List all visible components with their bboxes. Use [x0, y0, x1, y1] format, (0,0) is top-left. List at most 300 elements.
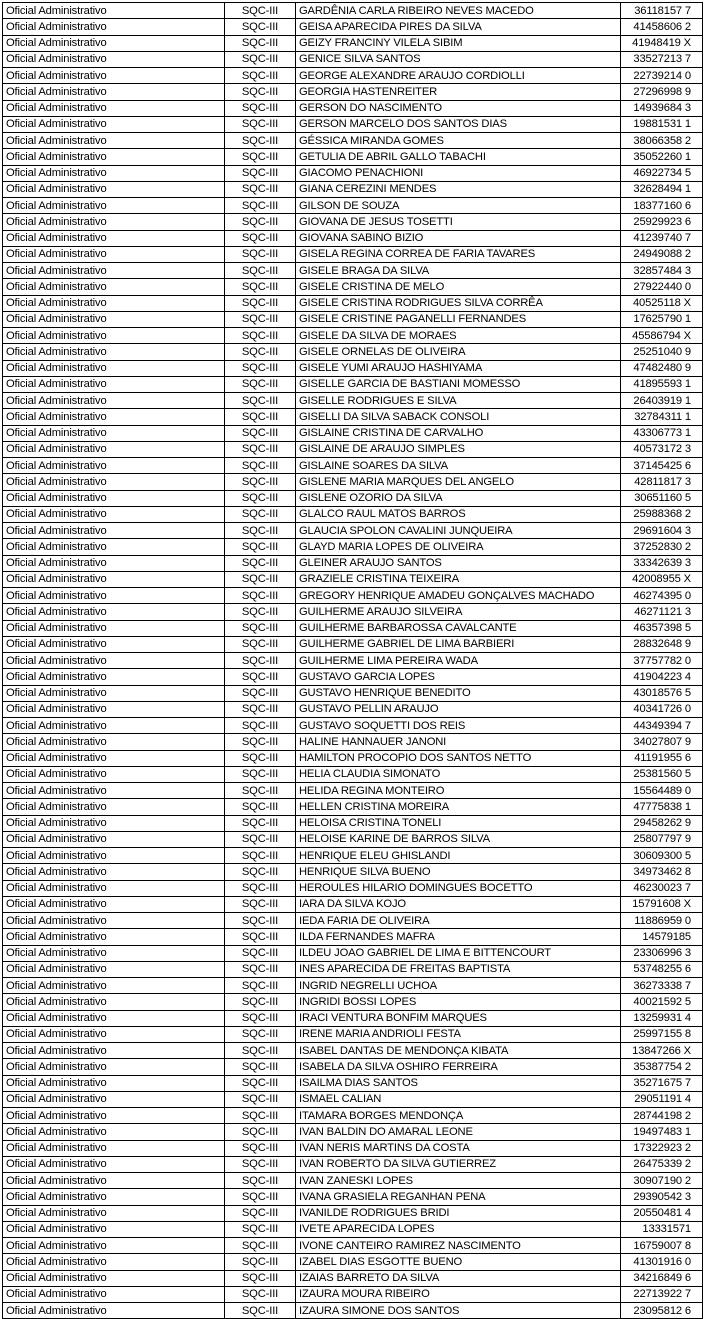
table-row — [3, 701, 703, 717]
table-row — [3, 84, 703, 100]
rg-cell: 34027807 9 — [621, 734, 703, 750]
class-cell: SQC-III — [225, 604, 296, 620]
name-cell: IVANA GRASIELA REGANHAN PENA — [296, 1189, 621, 1205]
rg-cell: 11886959 0 — [621, 913, 703, 929]
class-cell: SQC-III — [225, 214, 296, 230]
table-row — [3, 376, 703, 392]
rg-cell: 37252830 2 — [621, 539, 703, 555]
table-row — [3, 799, 703, 815]
name-cell: GEORGIA HASTENREITER — [296, 84, 621, 100]
class-cell: SQC-III — [225, 555, 296, 571]
position-cell: Oficial Administrativo — [3, 523, 225, 539]
class-cell: SQC-III — [225, 880, 296, 896]
class-cell: SQC-III — [225, 913, 296, 929]
position-cell: Oficial Administrativo — [3, 669, 225, 685]
rg-cell: 43306773 1 — [621, 425, 703, 441]
position-cell: Oficial Administrativo — [3, 1043, 225, 1059]
table-row — [3, 1026, 703, 1042]
class-cell: SQC-III — [225, 35, 296, 51]
class-cell: SQC-III — [225, 360, 296, 376]
rg-cell: 46274395 0 — [621, 588, 703, 604]
position-cell: Oficial Administrativo — [3, 1205, 225, 1221]
table-row — [3, 116, 703, 132]
position-cell: Oficial Administrativo — [3, 1238, 225, 1254]
rg-cell: 41239740 7 — [621, 230, 703, 246]
class-cell: SQC-III — [225, 653, 296, 669]
table-row — [3, 1091, 703, 1107]
table-row — [3, 133, 703, 149]
name-cell: HELIA CLAUDIA SIMONATO — [296, 766, 621, 782]
class-cell: SQC-III — [225, 620, 296, 636]
name-cell: IVAN NERIS MARTINS DA COSTA — [296, 1140, 621, 1156]
name-cell: ISABEL DANTAS DE MENDONÇA KIBATA — [296, 1043, 621, 1059]
rg-cell: 15791608 X — [621, 896, 703, 912]
table-row — [3, 1156, 703, 1172]
position-cell: Oficial Administrativo — [3, 1173, 225, 1189]
class-cell: SQC-III — [225, 783, 296, 799]
name-cell: GISELE DA SILVA DE MORAES — [296, 328, 621, 344]
rg-cell: 29051191 4 — [621, 1091, 703, 1107]
table-row — [3, 425, 703, 441]
class-cell: SQC-III — [225, 1043, 296, 1059]
rg-cell: 46230023 7 — [621, 880, 703, 896]
name-cell: IVANILDE RODRIGUES BRIDI — [296, 1205, 621, 1221]
position-cell: Oficial Administrativo — [3, 279, 225, 295]
position-cell: Oficial Administrativo — [3, 1059, 225, 1075]
class-cell: SQC-III — [225, 198, 296, 214]
position-cell: Oficial Administrativo — [3, 1254, 225, 1270]
name-cell: IRENE MARIA ANDRIOLI FESTA — [296, 1026, 621, 1042]
rg-cell: 41904223 4 — [621, 669, 703, 685]
name-cell: ISAILMA DIAS SANTOS — [296, 1075, 621, 1091]
table-row — [3, 409, 703, 425]
name-cell: IEDA FARIA DE OLIVEIRA — [296, 913, 621, 929]
class-cell: SQC-III — [225, 978, 296, 994]
rg-cell: 30609300 5 — [621, 848, 703, 864]
rg-cell: 44349394 7 — [621, 718, 703, 734]
table-row — [3, 1270, 703, 1286]
name-cell: HELOISA CRISTINA TONELI — [296, 815, 621, 831]
name-cell: GUSTAVO PELLIN ARAUJO — [296, 701, 621, 717]
rg-cell: 38066358 2 — [621, 133, 703, 149]
rg-cell: 28832648 9 — [621, 636, 703, 652]
rg-cell: 35387754 2 — [621, 1059, 703, 1075]
class-cell: SQC-III — [225, 1140, 296, 1156]
rg-cell: 47482480 9 — [621, 360, 703, 376]
class-cell: SQC-III — [225, 571, 296, 587]
rg-cell: 29390542 3 — [621, 1189, 703, 1205]
table-row — [3, 555, 703, 571]
position-cell: Oficial Administrativo — [3, 929, 225, 945]
name-cell: GISELA REGINA CORREA DE FARIA TAVARES — [296, 246, 621, 262]
class-cell: SQC-III — [225, 246, 296, 262]
name-cell: GISLENE OZORIO DA SILVA — [296, 490, 621, 506]
rg-cell: 19881531 1 — [621, 116, 703, 132]
name-cell: GIANA CEREZINI MENDES — [296, 181, 621, 197]
rg-cell: 25988368 2 — [621, 506, 703, 522]
position-cell: Oficial Administrativo — [3, 376, 225, 392]
class-cell: SQC-III — [225, 409, 296, 425]
position-cell: Oficial Administrativo — [3, 571, 225, 587]
position-cell: Oficial Administrativo — [3, 51, 225, 67]
class-cell: SQC-III — [225, 490, 296, 506]
position-cell: Oficial Administrativo — [3, 19, 225, 35]
name-cell: HEROULES HILARIO DOMINGUES BOCETTO — [296, 880, 621, 896]
position-cell: Oficial Administrativo — [3, 425, 225, 441]
name-cell: ITAMARA BORGES MENDONÇA — [296, 1108, 621, 1124]
table-row — [3, 1043, 703, 1059]
table-row — [3, 734, 703, 750]
position-cell: Oficial Administrativo — [3, 360, 225, 376]
rg-cell: 35052260 1 — [621, 149, 703, 165]
position-cell: Oficial Administrativo — [3, 1124, 225, 1140]
class-cell: SQC-III — [225, 149, 296, 165]
position-cell: Oficial Administrativo — [3, 620, 225, 636]
position-cell: Oficial Administrativo — [3, 246, 225, 262]
name-cell: INGRID NEGRELLI UCHOA — [296, 978, 621, 994]
position-cell: Oficial Administrativo — [3, 1026, 225, 1042]
rg-cell: 30651160 5 — [621, 490, 703, 506]
table-row — [3, 214, 703, 230]
name-cell: GUILHERME LIMA PEREIRA WADA — [296, 653, 621, 669]
table-row — [3, 149, 703, 165]
rg-cell: 34973462 8 — [621, 864, 703, 880]
name-cell: GRAZIELE CRISTINA TEIXEIRA — [296, 571, 621, 587]
table-row — [3, 100, 703, 116]
position-cell: Oficial Administrativo — [3, 1286, 225, 1302]
rg-cell: 27296998 9 — [621, 84, 703, 100]
rg-cell: 16759007 8 — [621, 1238, 703, 1254]
table-row — [3, 230, 703, 246]
class-cell: SQC-III — [225, 344, 296, 360]
rg-cell: 23095812 6 — [621, 1303, 703, 1319]
name-cell: GLEINER ARAUJO SANTOS — [296, 555, 621, 571]
class-cell: SQC-III — [225, 929, 296, 945]
rg-cell: 15564489 0 — [621, 783, 703, 799]
name-cell: GIACOMO PENACHIONI — [296, 165, 621, 181]
rg-cell: 36273338 7 — [621, 978, 703, 994]
class-cell: SQC-III — [225, 311, 296, 327]
class-cell: SQC-III — [225, 766, 296, 782]
table-row — [3, 848, 703, 864]
rg-cell: 29458262 9 — [621, 815, 703, 831]
name-cell: IZABEL DIAS ESGOTTE BUENO — [296, 1254, 621, 1270]
name-cell: HAMILTON PROCOPIO DOS SANTOS NETTO — [296, 750, 621, 766]
class-cell: SQC-III — [225, 116, 296, 132]
table-row — [3, 539, 703, 555]
class-cell: SQC-III — [225, 19, 296, 35]
class-cell: SQC-III — [225, 1238, 296, 1254]
name-cell: ISMAEL CALIAN — [296, 1091, 621, 1107]
rg-cell: 41191955 6 — [621, 750, 703, 766]
class-cell: SQC-III — [225, 636, 296, 652]
table-row — [3, 571, 703, 587]
class-cell: SQC-III — [225, 328, 296, 344]
name-cell: GISLAINE DE ARAUJO SIMPLES — [296, 441, 621, 457]
position-cell: Oficial Administrativo — [3, 263, 225, 279]
table-row — [3, 295, 703, 311]
class-cell: SQC-III — [225, 1254, 296, 1270]
table-row — [3, 1205, 703, 1221]
class-cell: SQC-III — [225, 425, 296, 441]
position-cell: Oficial Administrativo — [3, 328, 225, 344]
table-row — [3, 1189, 703, 1205]
position-cell: Oficial Administrativo — [3, 393, 225, 409]
table-row — [3, 1140, 703, 1156]
rg-cell: 46271121 3 — [621, 604, 703, 620]
position-cell: Oficial Administrativo — [3, 1140, 225, 1156]
name-cell: ISABELA DA SILVA OSHIRO FERREIRA — [296, 1059, 621, 1075]
name-cell: GILSON DE SOUZA — [296, 198, 621, 214]
rg-cell: 40573172 3 — [621, 441, 703, 457]
name-cell: IZAURA SIMONE DOS SANTOS — [296, 1303, 621, 1319]
position-cell: Oficial Administrativo — [3, 1010, 225, 1026]
table-row — [3, 669, 703, 685]
class-cell: SQC-III — [225, 864, 296, 880]
position-cell: Oficial Administrativo — [3, 734, 225, 750]
table-row — [3, 1286, 703, 1302]
class-cell: SQC-III — [225, 458, 296, 474]
table-row — [3, 246, 703, 262]
class-cell: SQC-III — [225, 1075, 296, 1091]
name-cell: GIOVANA DE JESUS TOSETTI — [296, 214, 621, 230]
position-cell: Oficial Administrativo — [3, 994, 225, 1010]
table-row — [3, 1221, 703, 1237]
position-cell: Oficial Administrativo — [3, 1189, 225, 1205]
name-cell: GERSON DO NASCIMENTO — [296, 100, 621, 116]
name-cell: HENRIQUE ELEU GHISLANDI — [296, 848, 621, 864]
rg-cell: 45586794 X — [621, 328, 703, 344]
name-cell: GERSON MARCELO DOS SANTOS DIAS — [296, 116, 621, 132]
name-cell: HELLEN CRISTINA MOREIRA — [296, 799, 621, 815]
class-cell: SQC-III — [225, 945, 296, 961]
rg-cell: 42811817 3 — [621, 474, 703, 490]
class-cell: SQC-III — [225, 831, 296, 847]
class-cell: SQC-III — [225, 961, 296, 977]
position-cell: Oficial Administrativo — [3, 1270, 225, 1286]
table-row — [3, 1173, 703, 1189]
position-cell: Oficial Administrativo — [3, 409, 225, 425]
position-cell: Oficial Administrativo — [3, 653, 225, 669]
name-cell: GÉSSICA MIRANDA GOMES — [296, 133, 621, 149]
rg-cell: 19497483 1 — [621, 1124, 703, 1140]
name-cell: IZAURA MOURA RIBEIRO — [296, 1286, 621, 1302]
position-cell: Oficial Administrativo — [3, 945, 225, 961]
rg-cell: 43018576 5 — [621, 685, 703, 701]
position-cell: Oficial Administrativo — [3, 295, 225, 311]
table-row — [3, 913, 703, 929]
rg-cell: 17625790 1 — [621, 311, 703, 327]
name-cell: GLAUCIA SPOLON CAVALINI JUNQUEIRA — [296, 523, 621, 539]
rg-cell: 47775838 1 — [621, 799, 703, 815]
rg-cell: 42008955 X — [621, 571, 703, 587]
position-cell: Oficial Administrativo — [3, 815, 225, 831]
name-cell: GISELLI DA SILVA SABACK CONSOLI — [296, 409, 621, 425]
class-cell: SQC-III — [225, 1221, 296, 1237]
name-cell: GUILHERME GABRIEL DE LIMA BARBIERI — [296, 636, 621, 652]
roster-table-body — [3, 3, 703, 1319]
position-cell: Oficial Administrativo — [3, 783, 225, 799]
name-cell: GISELE CRISTINA RODRIGUES SILVA CORRÊA — [296, 295, 621, 311]
rg-cell: 22739214 0 — [621, 68, 703, 84]
rg-cell: 32857484 3 — [621, 263, 703, 279]
name-cell: GISLAINE CRISTINA DE CARVALHO — [296, 425, 621, 441]
name-cell: GUSTAVO SOQUETTI DOS REIS — [296, 718, 621, 734]
table-row — [3, 653, 703, 669]
rg-cell: 25251040 9 — [621, 344, 703, 360]
position-cell: Oficial Administrativo — [3, 539, 225, 555]
class-cell: SQC-III — [225, 230, 296, 246]
class-cell: SQC-III — [225, 588, 296, 604]
table-row — [3, 1238, 703, 1254]
position-cell: Oficial Administrativo — [3, 604, 225, 620]
table-row — [3, 1254, 703, 1270]
position-cell: Oficial Administrativo — [3, 311, 225, 327]
position-cell: Oficial Administrativo — [3, 766, 225, 782]
position-cell: Oficial Administrativo — [3, 133, 225, 149]
name-cell: GISLAINE SOARES DA SILVA — [296, 458, 621, 474]
class-cell: SQC-III — [225, 393, 296, 409]
table-row — [3, 393, 703, 409]
class-cell: SQC-III — [225, 1286, 296, 1302]
table-row — [3, 588, 703, 604]
name-cell: IVONE CANTEIRO RAMIREZ NASCIMENTO — [296, 1238, 621, 1254]
position-cell: Oficial Administrativo — [3, 831, 225, 847]
rg-cell: 30907190 2 — [621, 1173, 703, 1189]
rg-cell: 41948419 X — [621, 35, 703, 51]
name-cell: GUSTAVO GARCIA LOPES — [296, 669, 621, 685]
name-cell: IARA DA SILVA KOJO — [296, 896, 621, 912]
rg-cell: 27922440 0 — [621, 279, 703, 295]
table-row — [3, 880, 703, 896]
table-row — [3, 263, 703, 279]
table-row — [3, 474, 703, 490]
class-cell: SQC-III — [225, 799, 296, 815]
class-cell: SQC-III — [225, 1010, 296, 1026]
rg-cell: 53748255 6 — [621, 961, 703, 977]
class-cell: SQC-III — [225, 896, 296, 912]
position-cell: Oficial Administrativo — [3, 685, 225, 701]
class-cell: SQC-III — [225, 539, 296, 555]
position-cell: Oficial Administrativo — [3, 978, 225, 994]
rg-cell: 41458606 2 — [621, 19, 703, 35]
table-row — [3, 506, 703, 522]
position-cell: Oficial Administrativo — [3, 1303, 225, 1319]
table-row — [3, 360, 703, 376]
name-cell: GISELLE GARCIA DE BASTIANI MOMESSO — [296, 376, 621, 392]
name-cell: GIOVANA SABINO BIZIO — [296, 230, 621, 246]
name-cell: IVAN ZANESKI LOPES — [296, 1173, 621, 1189]
rg-cell: 40341726 0 — [621, 701, 703, 717]
position-cell: Oficial Administrativo — [3, 1221, 225, 1237]
name-cell: GUILHERME ARAUJO SILVEIRA — [296, 604, 621, 620]
rg-cell: 18377160 6 — [621, 198, 703, 214]
table-row — [3, 896, 703, 912]
class-cell: SQC-III — [225, 165, 296, 181]
name-cell: GISELE CRISTINA DE MELO — [296, 279, 621, 295]
name-cell: GEORGE ALEXANDRE ARAUJO CORDIOLLI — [296, 68, 621, 84]
class-cell: SQC-III — [225, 506, 296, 522]
position-cell: Oficial Administrativo — [3, 799, 225, 815]
table-row — [3, 279, 703, 295]
table-row — [3, 1010, 703, 1026]
table-row — [3, 458, 703, 474]
name-cell: GISELE YUMI ARAUJO HASHIYAMA — [296, 360, 621, 376]
table-row — [3, 831, 703, 847]
table-row — [3, 750, 703, 766]
rg-cell: 46922734 5 — [621, 165, 703, 181]
position-cell: Oficial Administrativo — [3, 750, 225, 766]
table-row — [3, 1303, 703, 1319]
table-row — [3, 620, 703, 636]
class-cell: SQC-III — [225, 994, 296, 1010]
rg-cell: 41301916 0 — [621, 1254, 703, 1270]
position-cell: Oficial Administrativo — [3, 1075, 225, 1091]
class-cell: SQC-III — [225, 474, 296, 490]
position-cell: Oficial Administrativo — [3, 149, 225, 165]
position-cell: Oficial Administrativo — [3, 181, 225, 197]
class-cell: SQC-III — [225, 669, 296, 685]
name-cell: INES APARECIDA DE FREITAS BAPTISTA — [296, 961, 621, 977]
rg-cell: 40021592 5 — [621, 994, 703, 1010]
table-row — [3, 344, 703, 360]
table-row — [3, 1059, 703, 1075]
class-cell: SQC-III — [225, 68, 296, 84]
class-cell: SQC-III — [225, 376, 296, 392]
position-cell: Oficial Administrativo — [3, 701, 225, 717]
class-cell: SQC-III — [225, 279, 296, 295]
position-cell: Oficial Administrativo — [3, 1156, 225, 1172]
position-cell: Oficial Administrativo — [3, 474, 225, 490]
position-cell: Oficial Administrativo — [3, 230, 225, 246]
rg-cell: 14579185 — [621, 929, 703, 945]
position-cell: Oficial Administrativo — [3, 1108, 225, 1124]
table-row — [3, 165, 703, 181]
class-cell: SQC-III — [225, 701, 296, 717]
position-cell: Oficial Administrativo — [3, 84, 225, 100]
rg-cell: 13259931 4 — [621, 1010, 703, 1026]
rg-cell: 33342639 3 — [621, 555, 703, 571]
rg-cell: 25381560 5 — [621, 766, 703, 782]
rg-cell: 37757782 0 — [621, 653, 703, 669]
rg-cell: 20550481 4 — [621, 1205, 703, 1221]
name-cell: GUSTAVO HENRIQUE BENEDITO — [296, 685, 621, 701]
table-row — [3, 978, 703, 994]
name-cell: INGRIDI BOSSI LOPES — [296, 994, 621, 1010]
rg-cell: 35271675 7 — [621, 1075, 703, 1091]
name-cell: IZAIAS BARRETO DA SILVA — [296, 1270, 621, 1286]
rg-cell: 28744198 2 — [621, 1108, 703, 1124]
position-cell: Oficial Administrativo — [3, 880, 225, 896]
name-cell: IVAN ROBERTO DA SILVA GUTIERREZ — [296, 1156, 621, 1172]
rg-cell: 40525118 X — [621, 295, 703, 311]
rg-cell: 33527213 7 — [621, 51, 703, 67]
table-row — [3, 68, 703, 84]
rg-cell: 46357398 5 — [621, 620, 703, 636]
class-cell: SQC-III — [225, 523, 296, 539]
rg-cell: 34216849 6 — [621, 1270, 703, 1286]
table-row — [3, 636, 703, 652]
class-cell: SQC-III — [225, 100, 296, 116]
position-cell: Oficial Administrativo — [3, 555, 225, 571]
name-cell: ILDEU JOAO GABRIEL DE LIMA E BITTENCOURT — [296, 945, 621, 961]
rg-cell: 29691604 3 — [621, 523, 703, 539]
position-cell: Oficial Administrativo — [3, 458, 225, 474]
position-cell: Oficial Administrativo — [3, 165, 225, 181]
table-row — [3, 864, 703, 880]
position-cell: Oficial Administrativo — [3, 718, 225, 734]
class-cell: SQC-III — [225, 181, 296, 197]
